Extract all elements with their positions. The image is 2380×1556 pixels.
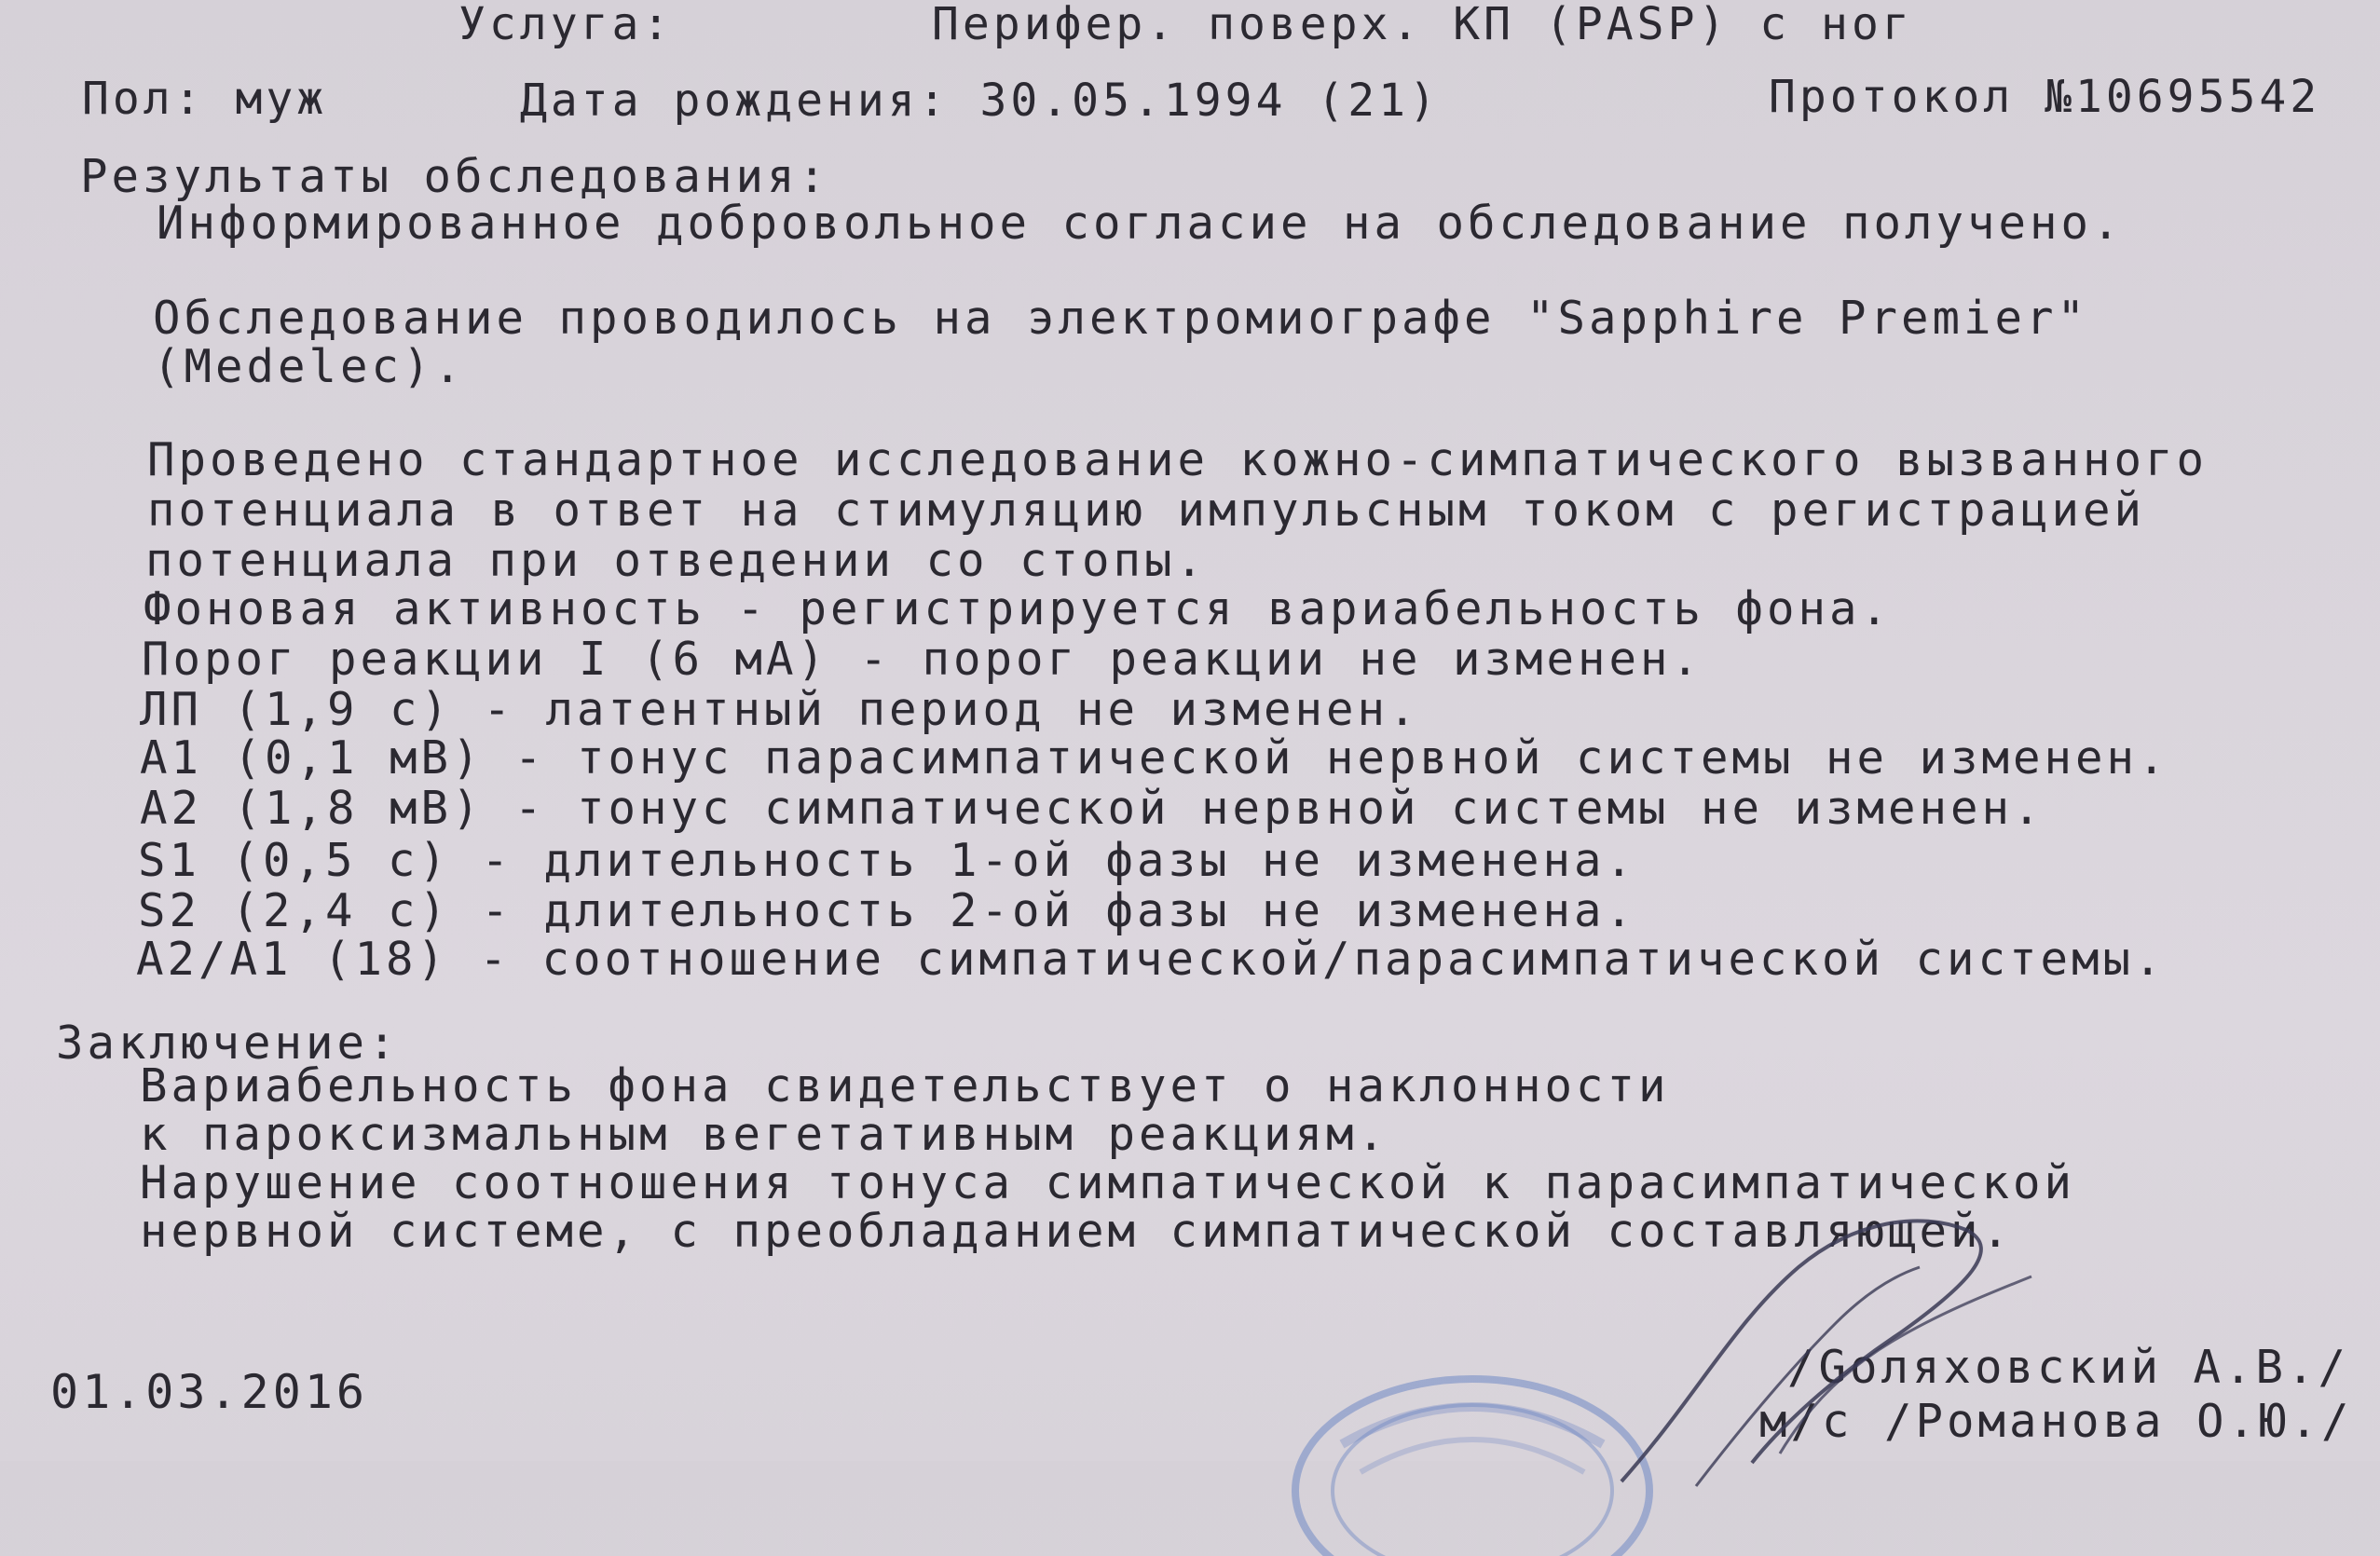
device-line-2: (Medelec). [153, 340, 466, 393]
result-item: ЛП (1,9 с) - латентный период не изменен. [140, 683, 1420, 736]
results-title: Результаты обследования: [80, 150, 830, 203]
protocol-number: Протокол №10695542 [1769, 71, 2321, 123]
conclusion-line: Нарушение соотношения тонуса симпатической к парасимпатической [140, 1156, 2076, 1209]
result-item: А1 (0,1 мВ) - тонус парасимпатической нервной системы не изменен. [140, 731, 2169, 785]
device-line-1: Обследование проводилось на электромиографе "Sapphire Premier" [153, 292, 2089, 345]
doctor-signature-name: /Goляховский А.В./ [1787, 1341, 2350, 1394]
method-line-3: потенциала при отведении со стопы. [145, 534, 1208, 587]
method-line-2: потенциала в ответ на стимуляцию импульсным током с регистрацией [147, 484, 2146, 537]
consent-text: Информированное добровольное согласие на обследование получено. [157, 197, 2124, 250]
result-item: S2 (2,4 с) - длительность 2-ой фазы не изменена. [138, 884, 1637, 937]
signature-icon [1584, 1211, 2069, 1491]
result-item: А2 (1,8 мВ) - тонус симпатической нервной системы не изменен. [140, 782, 2045, 835]
service-value: Перифер. поверх. КП (PASP) с ног [932, 0, 1913, 50]
nurse-signature-name: м/с /Романова О.Ю./ [1759, 1395, 2353, 1448]
conclusion-line: к пароксизмальным вегетативным реакциям. [140, 1108, 1389, 1161]
birth-date-field: Дата рождения: 30.05.1994 (21) [520, 75, 1440, 127]
conclusion-line: Вариабельность фона свидетельствует о наклонности [140, 1059, 1670, 1112]
result-item: Порог реакции I (6 мА) - порог реакции не изменен. [142, 633, 1703, 686]
conclusion-line: нервной системе, с преобладанием симпатической составляющей. [140, 1205, 2014, 1258]
method-line-1: Проведено стандартное исследование кожно-симпатического вызванного [147, 433, 2209, 486]
service-label: Услуга: [458, 0, 674, 50]
sex-field: Пол: муж [82, 73, 328, 125]
result-item: S1 (0,5 с) - длительность 1-ой фазы не изменена. [138, 834, 1637, 887]
result-item: Фоновая активность - регистрируется вариабельность фона. [144, 582, 1893, 635]
document-date: 01.03.2016 [50, 1365, 369, 1419]
conclusion-title: Заключение: [56, 1017, 400, 1070]
result-item: А2/А1 (18) - соотношение симпатической/парасимпатической системы. [136, 933, 2166, 986]
